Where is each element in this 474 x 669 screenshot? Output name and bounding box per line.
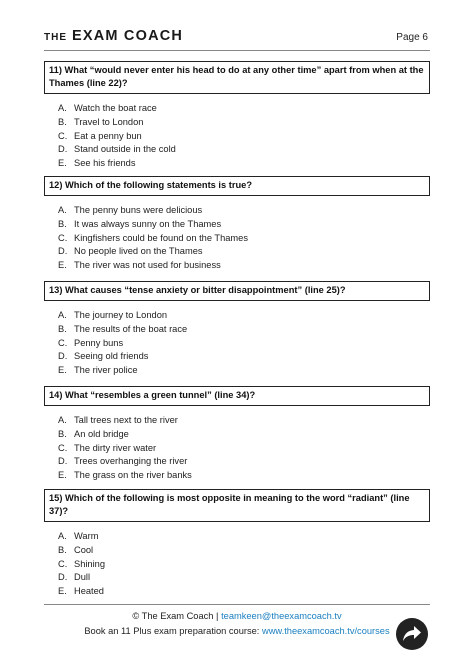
- share-arrow-icon: [402, 625, 422, 643]
- page-header: [44, 26, 430, 50]
- answer-option[interactable]: [44, 414, 430, 428]
- answer-option[interactable]: [44, 558, 430, 572]
- course-text: Book an 11 Plus exam preparation course:: [84, 626, 260, 636]
- option-letter: D.: [58, 144, 68, 155]
- answer-option[interactable]: [44, 116, 430, 130]
- answer-option[interactable]: [44, 232, 430, 246]
- option-text: Warm: [74, 531, 99, 541]
- option-text: The river police: [74, 365, 138, 376]
- answer-option[interactable]: [44, 157, 430, 171]
- option-letter: D.: [58, 456, 68, 467]
- option-text: Stand outside in the cold: [74, 144, 176, 155]
- answer-option[interactable]: [44, 245, 430, 259]
- option-letter: E.: [58, 260, 67, 271]
- share-button[interactable]: [396, 618, 428, 650]
- answer-option[interactable]: [44, 530, 430, 544]
- question-prompt: 13) What causes “tense anxiety or bitter disappointment” (line 25)?: [44, 281, 430, 301]
- option-letter: A.: [58, 415, 67, 425]
- question-14: [44, 386, 430, 483]
- email-link[interactable]: teamkeen@theexamcoach.tv: [221, 611, 342, 621]
- answer-options: [44, 102, 430, 171]
- option-letter: E.: [58, 586, 67, 597]
- question-15: [44, 489, 430, 599]
- header-divider: [44, 50, 430, 51]
- logo-main-text: EXAM COACH: [72, 28, 184, 44]
- option-letter: D.: [58, 572, 68, 583]
- question-12: [44, 176, 430, 273]
- option-letter: A.: [58, 310, 67, 320]
- answer-option[interactable]: [44, 585, 430, 599]
- copyright-text: © The Exam Coach |: [132, 611, 219, 621]
- answer-option[interactable]: [44, 323, 430, 337]
- question-prompt: 15) Which of the following is most opposite in meaning to the word “radiant” (line 37)?: [44, 489, 430, 522]
- option-text: Penny buns: [74, 337, 124, 348]
- option-text: Kingfishers could be found on the Thames: [74, 232, 248, 243]
- answer-option[interactable]: [44, 455, 430, 469]
- option-text: The penny buns were delicious: [74, 205, 203, 215]
- option-text: It was always sunny on the Thames: [74, 218, 222, 229]
- question-prompt: 12) Which of the following statements is true?: [44, 176, 430, 196]
- page-number: Page 6: [396, 32, 428, 43]
- logo-the-text: THE: [44, 32, 67, 43]
- option-text: Trees overhanging the river: [74, 456, 188, 467]
- option-text: Dull: [74, 572, 91, 583]
- option-letter: B.: [58, 323, 67, 334]
- answer-option[interactable]: [44, 571, 430, 585]
- option-text: An old bridge: [74, 428, 129, 439]
- answer-options: [44, 530, 430, 599]
- option-letter: A.: [58, 103, 67, 113]
- answer-option[interactable]: [44, 130, 430, 144]
- option-text: Tall trees next to the river: [74, 415, 178, 425]
- answer-options: [44, 309, 430, 378]
- option-letter: E.: [58, 158, 67, 169]
- option-text: Travel to London: [74, 116, 144, 127]
- option-letter: B.: [58, 116, 67, 127]
- exam-coach-logo: [44, 28, 183, 44]
- answer-option[interactable]: [44, 259, 430, 273]
- option-letter: C.: [58, 337, 68, 348]
- answer-option[interactable]: [44, 337, 430, 351]
- option-letter: E.: [58, 470, 67, 481]
- courses-link[interactable]: www.theexamcoach.tv/courses: [261, 626, 390, 636]
- answer-option[interactable]: [44, 364, 430, 378]
- option-text: Watch the boat race: [74, 103, 157, 113]
- answer-option[interactable]: [44, 204, 430, 218]
- answer-options: [44, 204, 430, 273]
- answer-option[interactable]: [44, 309, 430, 323]
- option-text: Eat a penny bun: [74, 130, 142, 141]
- option-letter: D.: [58, 351, 68, 362]
- answer-option[interactable]: [44, 102, 430, 116]
- answer-option[interactable]: [44, 218, 430, 232]
- option-letter: B.: [58, 218, 67, 229]
- option-text: Seeing old friends: [74, 351, 149, 362]
- answer-option[interactable]: [44, 428, 430, 442]
- option-letter: C.: [58, 558, 68, 569]
- option-letter: A.: [58, 531, 67, 541]
- question-11: [44, 61, 430, 171]
- option-text: The results of the boat race: [74, 323, 188, 334]
- option-letter: D.: [58, 246, 68, 257]
- answer-option[interactable]: [44, 143, 430, 157]
- option-letter: B.: [58, 428, 67, 439]
- option-text: The grass on the river banks: [74, 470, 192, 481]
- option-text: Shining: [74, 558, 106, 569]
- question-prompt: 11) What “would never enter his head to do at any other time” apart from when at the Thames (line 22)?: [44, 61, 430, 94]
- option-text: The dirty river water: [74, 442, 157, 453]
- answer-options: [44, 414, 430, 483]
- option-text: See his friends: [74, 158, 136, 169]
- answer-option[interactable]: [44, 350, 430, 364]
- question-prompt: 14) What “resembles a green tunnel” (line 34)?: [44, 386, 430, 406]
- option-letter: C.: [58, 130, 68, 141]
- answer-option[interactable]: [44, 442, 430, 456]
- question-13: [44, 281, 430, 378]
- option-text: Cool: [74, 544, 94, 555]
- option-text: No people lived on the Thames: [74, 246, 203, 257]
- answer-option[interactable]: [44, 544, 430, 558]
- footer-divider: [44, 604, 430, 605]
- option-letter: C.: [58, 442, 68, 453]
- option-letter: E.: [58, 365, 67, 376]
- option-letter: C.: [58, 232, 68, 243]
- option-text: Heated: [74, 586, 104, 597]
- answer-option[interactable]: [44, 469, 430, 483]
- option-letter: B.: [58, 544, 67, 555]
- option-text: The journey to London: [74, 310, 168, 320]
- option-letter: A.: [58, 205, 67, 215]
- option-text: The river was not used for business: [74, 260, 221, 271]
